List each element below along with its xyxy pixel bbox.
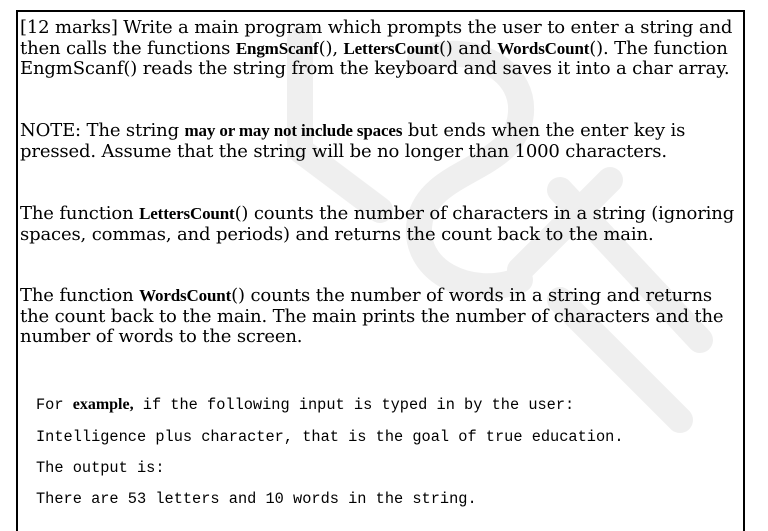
question-paragraph-note: NOTE: The string may or may not include spaces but ends when the enter key is pressed. Assume that the string will be no longer than 1000 characters. <box>20 120 686 162</box>
example-keyword: example, <box>72 396 134 413</box>
example-intro-line: For example, if the following input is typed in by the user: <box>36 396 575 414</box>
function-name-letterscount-2: LettersCount <box>139 204 235 223</box>
example-output-line: There are 53 letters and 10 words in the string. <box>36 490 477 508</box>
question-paragraph-wordscount: The function WordsCount() counts the number of words in a string and returns the count back to the main. The main prints the number of characters and the number of words to the screen. <box>20 285 724 348</box>
question-paragraph-intro: [12 marks] Write a main program which prompts the user to enter a string and then calls the functions EngmScanf(), LettersCount() and WordsCount(). The function EngmScanf() reads the string from the keyboard and saves it into a char array. <box>20 17 733 80</box>
function-name-engmscanf: EngmScanf <box>235 38 319 58</box>
function-name-wordscount-2: WordsCount <box>139 286 232 305</box>
example-output-label: The output is: <box>36 459 165 477</box>
function-name-wordscount: WordsCount <box>497 38 590 58</box>
question-paragraph-letterscount: The function LettersCount() counts the number of characters in a string (ignoring spaces, commas, and periods) and returns the count back to the main. <box>20 203 735 245</box>
question-frame <box>16 10 745 531</box>
example-input-line: Intelligence plus character, that is the goal of true education. <box>36 428 624 446</box>
note-emphasis: may or may not include spaces <box>184 121 403 140</box>
function-name-letterscount: LettersCount <box>343 38 439 58</box>
